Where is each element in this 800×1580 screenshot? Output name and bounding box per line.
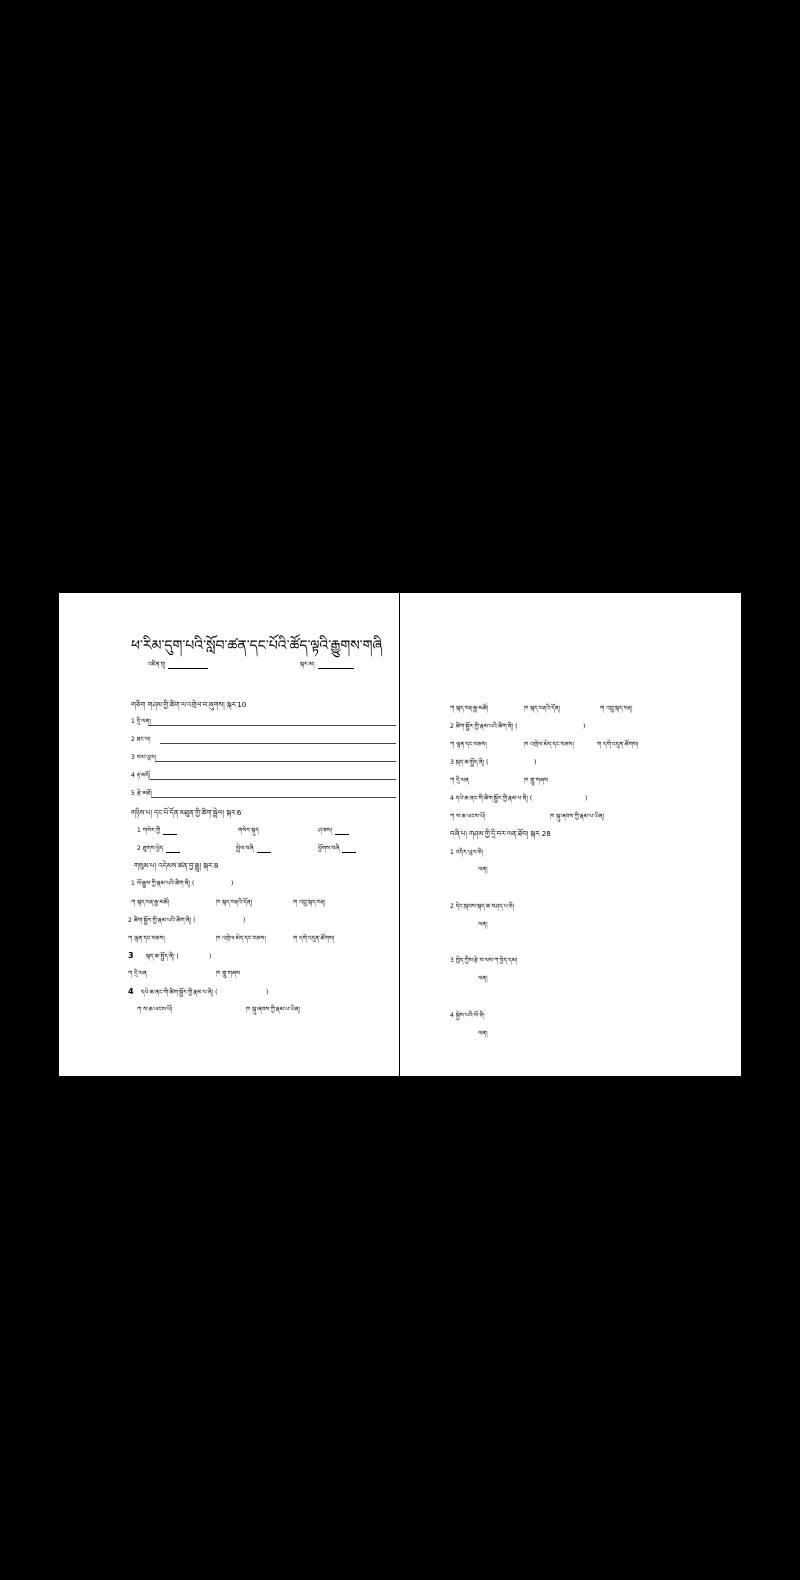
option: ཁ སྐད་བརྡའི་དོན། (216, 899, 253, 906)
section-4-title: བཞི་པ། གཤམ་གྱི་དྲི་བར་ལན་ཐོབ། སྐར 28 (450, 830, 551, 838)
question-close: ) (266, 989, 269, 996)
question-2: 2 ཚིག་སྦྱོར་གྱི་རྣམ་པའི་ཚིག་ནི། ( (128, 917, 196, 924)
question-close: ) (585, 795, 588, 802)
answer-label: ལན། (478, 1030, 488, 1037)
question-close: ) (243, 917, 246, 924)
open-question: 1 འདིར་ཡུལ་ཅི། (450, 849, 483, 856)
question-3-number: 3 (128, 951, 134, 960)
option: ག འབྲུ་སྐད་བརྡ། (293, 899, 326, 906)
answer-label: ལན། (478, 921, 488, 928)
question-3: སྐད་ཆ་སྤྱོད་ནི། ( (146, 953, 179, 960)
option: ཀ སྐད་བརྡ་རྒྱ་མཚོ། (131, 899, 170, 906)
open-question: 2 དེང་སྐབས་སྐད་ཆ་བཤད་པ་ཅི། (450, 903, 515, 910)
question-3: 3 སྐད་ཆ་སྤྱོད་ནི། ( (450, 759, 489, 766)
exam-title: ཕ་རིམ་དུག་པའི་སློབ་ཚན་དང་པོའི་ཚོད་ལྟའི་རྒྱུགས་གཞི (131, 638, 383, 654)
section-2-title: གཉིས་པ། དང་པོ་དོན་མཐུན་གྱི་ཚིག་སྦྲེལ། སྐར་6 (131, 809, 242, 817)
question-4: 4 དཔེ་ཆ་ནང་གི་ཚིག་སྦྱོར་གྱི་རྣམ་པ་ནི། ( (450, 795, 533, 802)
answer-line (148, 725, 396, 726)
option: ཀ སྐད་བརྡ་རྒྱ་མཚོ། (450, 705, 489, 712)
question-4: དཔེ་ཆ་ནང་གི་ཚིག་སྦྱོར་གྱི་རྣམ་པ་ནི། ( (141, 989, 218, 996)
option: ཁ སྐུ་ཞབས་ཀྱི་རྣམ་པ་ཡིན། (246, 1006, 301, 1013)
sec1-item: 5 རྩེ་མཐོ། (131, 790, 152, 797)
answer-line (160, 743, 396, 744)
sec2-cell: 1 གསེར་གྱི (137, 827, 177, 835)
open-question: 4 སྐྱེས་པའི་ལོ་ཅི། (450, 1012, 485, 1019)
sec1-item: 4 རྟ་མདོ། (131, 772, 151, 779)
option: ཀ དྲི་ལན (450, 777, 469, 784)
page-divider (399, 593, 400, 1076)
option: ཀ ས་ཆ་ཡངས་པོ། (450, 813, 486, 820)
sec2-cell: 2 ཐུགས་ཕྱེད (137, 845, 180, 853)
question-1: 1 ལོ་རྒྱུས་ཀྱི་རྣམ་པའི་ཚིག་ནི། ( (131, 880, 195, 887)
option: ཀ དྲི་ལན (128, 970, 147, 977)
answer-line (155, 761, 396, 762)
answer-line (151, 797, 396, 798)
option: ཁ གླུ་གཞས (524, 777, 549, 784)
option: ཀ ལྷན་དང་བཅས། (450, 741, 487, 748)
option: ཁ འགྲེལ་མེད་དང་བཅས། (216, 935, 266, 942)
sec1-item: 2 ཐང་ལ། (131, 736, 151, 743)
option: ག དགེ་འདུན་ཚོགས། (293, 935, 335, 942)
question-2: 2 ཚིག་སྦྱོར་གྱི་རྣམ་པའི་ཚིག་ནི། ( (450, 723, 518, 730)
question-4-number: 4 (128, 987, 134, 996)
option: ག དགེ་འདུན་ཚོགས། (597, 741, 639, 748)
option: ཁ སྐུ་ཞབས་ཀྱི་རྣམ་པ་ཡིན། (550, 813, 605, 820)
sec1-item: 1 དྲི་ལན། (131, 718, 151, 725)
score-field: སྐར་མ། (300, 661, 354, 669)
section-1-title: གཅིག གཤམ་གྱི་ཚིག་ལ་འགྲེལ་བ་ཞུགས། སྐར་10 (131, 701, 247, 709)
open-question: 3 ཁྱེད་ཀྱིས་རྩེ་བ་ལས་ཀ་བྱེད་དམ། (450, 957, 518, 964)
sec1-item: 3 བལ་ཡུལ། (131, 754, 156, 761)
sec2-cell: གསེར་སྐུད (238, 827, 259, 834)
question-close: ) (583, 723, 586, 730)
option: ཁ སྐད་བརྡའི་དོན། (524, 705, 561, 712)
option: ཁ གླུ་གཞས (216, 970, 241, 977)
answer-label: ལན། (478, 866, 488, 873)
class-field: འཛིན་གྲྭ (148, 661, 208, 669)
sec2-cell: ཤ་ཟས། (318, 827, 349, 835)
question-close: ) (209, 953, 212, 960)
sec2-cell: སྤྲེལ་བཞི (236, 845, 271, 853)
option: ཀ ས་ཆ་ཡངས་པོ། (137, 1006, 173, 1013)
section-3-title: གསུམ་པ། འདེམས་ཚན་བྱ་རྒྱུ། སྐར་8 (134, 862, 219, 870)
sec2-cell: ཕྱོགས་བཞི (318, 845, 356, 853)
option: ག འབྲུ་སྐད་བརྡ། (600, 705, 633, 712)
option: ཁ འགྲེལ་མེད་དང་བཅས། (524, 741, 574, 748)
option: ཀ ལྷན་དང་བཅས། (128, 935, 165, 942)
question-close: ) (231, 880, 234, 887)
answer-line (150, 779, 396, 780)
question-close: ) (534, 759, 537, 766)
answer-label: ལན། (478, 975, 488, 982)
